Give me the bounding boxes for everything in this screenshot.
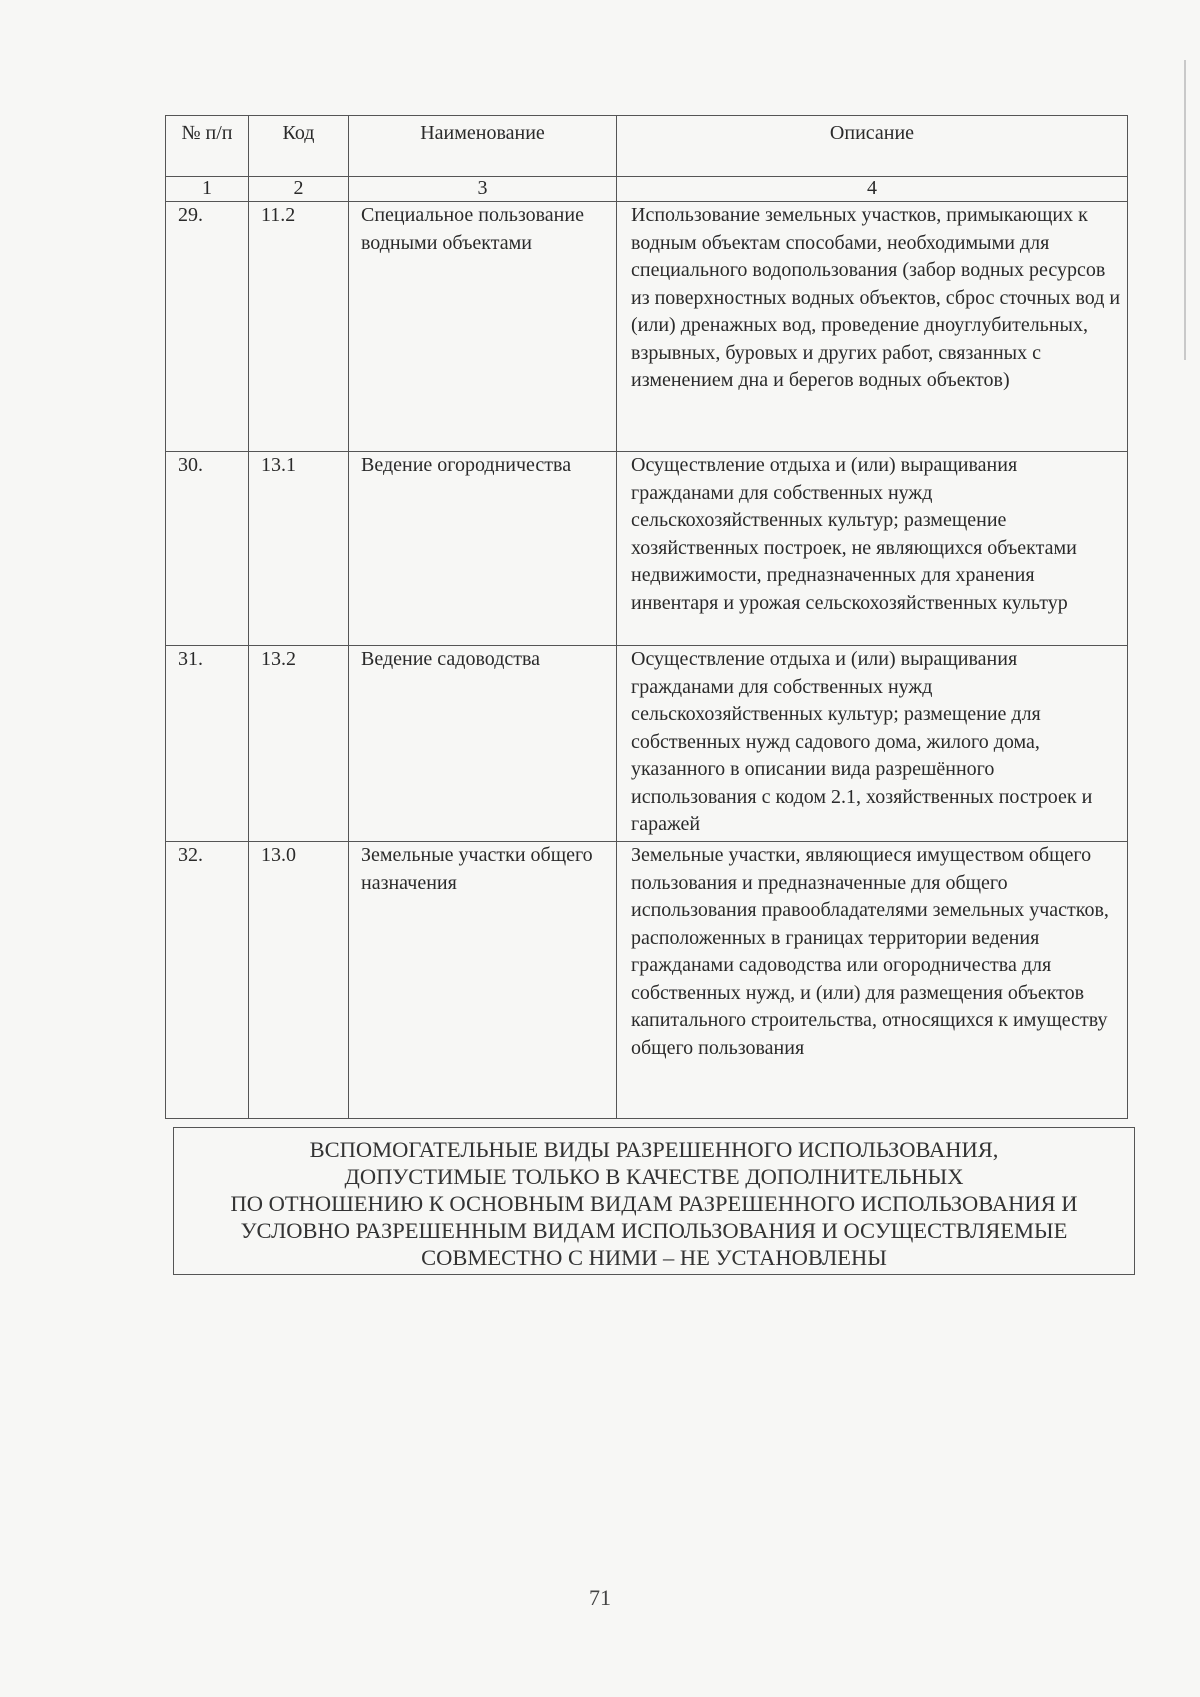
table-row [166, 452, 1128, 646]
banner-line: ДОПУСТИМЫЕ ТОЛЬКО В КАЧЕСТВЕ ДОПОЛНИТЕЛЬНЫХ [344, 1164, 964, 1189]
header-code: Код [249, 116, 349, 177]
row-code: 13.0 [249, 842, 349, 1119]
row-name: Земельные участки общего назначения [349, 842, 617, 1119]
row-num: 29. [166, 202, 249, 452]
auxiliary-uses-banner [173, 1127, 1135, 1275]
header-name: Наименование [349, 116, 617, 177]
row-name: Ведение огородничества [349, 452, 617, 646]
header-num: № п/п [166, 116, 249, 177]
column-number: 2 [249, 177, 349, 202]
row-name: Специальное пользование водными объектами [349, 202, 617, 452]
land-use-table [165, 115, 1128, 1119]
banner-line: УСЛОВНО РАЗРЕШЕННЫМ ВИДАМ ИСПОЛЬЗОВАНИЯ И ОСУЩЕСТВЛЯЕМЫЕ [240, 1218, 1068, 1243]
table-header-row [166, 116, 1128, 177]
row-description: Земельные участки, являющиеся имуществом общего пользования и предназначенные для общего использования правообладателями земельных участков, расположенных в границах территории ведения гражданами садоводства или огородничества для собственных нужд, и (или) для размещения объектов капитального строительства, относящихся к имуществу общего пользования [617, 842, 1128, 1119]
banner-line: ВСПОМОГАТЕЛЬНЫЕ ВИДЫ РАЗРЕШЕННОГО ИСПОЛЬЗОВАНИЯ, [309, 1137, 999, 1162]
column-number: 1 [166, 177, 249, 202]
row-num: 32. [166, 842, 249, 1119]
row-num: 31. [166, 646, 249, 842]
page-number: 71 [589, 1585, 611, 1610]
row-code: 13.1 [249, 452, 349, 646]
banner-line: СОВМЕСТНО С НИМИ – НЕ УСТАНОВЛЕНЫ [421, 1245, 887, 1270]
row-code: 13.2 [249, 646, 349, 842]
column-number-row [166, 177, 1128, 202]
row-name: Ведение садоводства [349, 646, 617, 842]
scan-artifact [1184, 60, 1186, 360]
column-number: 4 [617, 177, 1128, 202]
table-row [166, 646, 1128, 842]
row-description: Осуществление отдыха и (или) выращивания гражданами для собственных нужд сельскохозяйственных культур; размещение для собственных нужд садового дома, жилого дома, указанного в описании вида разрешённого использования с кодом 2.1, хозяйственных построек и гаражей [617, 646, 1128, 842]
table-row [166, 842, 1128, 1119]
table-row [166, 202, 1128, 452]
header-description: Описание [617, 116, 1128, 177]
row-description: Использование земельных участков, примыкающих к водным объектам способами, необходимыми для специального водопользования (забор водных ресурсов из поверхностных водных объектов, сброс сточных вод и (или) дренажных вод, проведение дноуглубительных, взрывных, буровых и других работ, связанных с изменением дна и берегов водных объектов) [617, 202, 1128, 452]
row-code: 11.2 [249, 202, 349, 452]
row-description: Осуществление отдыха и (или) выращивания гражданами для собственных нужд сельскохозяйственных культур; размещение хозяйственных построек, не являющихся объектами недвижимости, предназначенных для хранения инвентаря и урожая сельскохозяйственных культур [617, 452, 1128, 646]
column-number: 3 [349, 177, 617, 202]
banner-line: ПО ОТНОШЕНИЮ К ОСНОВНЫМ ВИДАМ РАЗРЕШЕННОГО ИСПОЛЬЗОВАНИЯ И [230, 1191, 1078, 1216]
row-num: 30. [166, 452, 249, 646]
